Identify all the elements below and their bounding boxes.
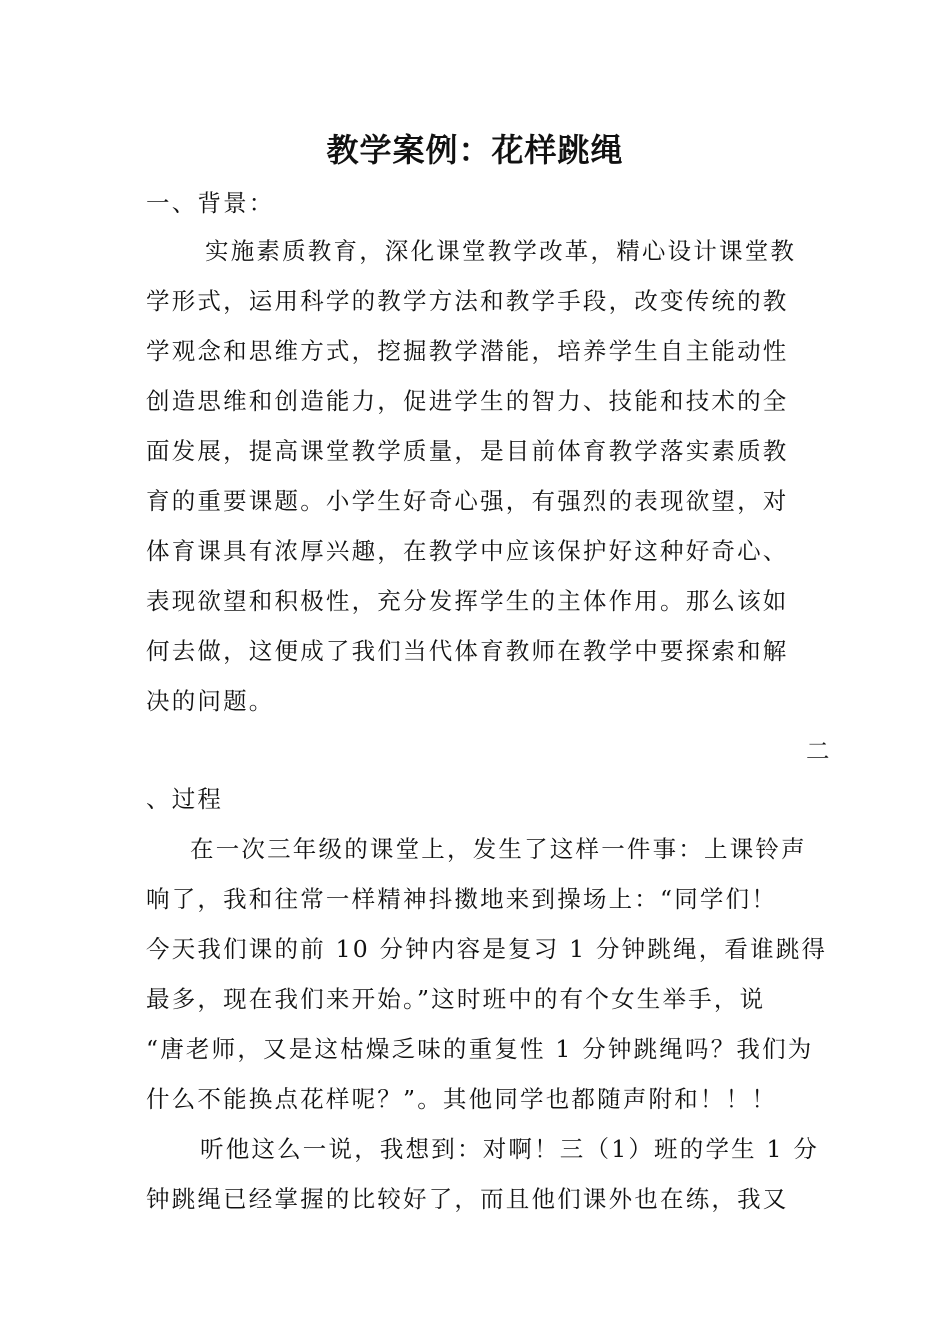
background-line: 体育课具有浓厚兴趣，在教学中应该保护好这种好奇心、 (146, 537, 789, 565)
background-line: 学观念和思维方式，挖掘教学潜能，培养学生自主能动性 (146, 337, 789, 365)
process-line: 听他这么一说，我想到：对啊！三（1）班的学生 1 分 (200, 1135, 820, 1163)
process-line: 今天我们课的前 10 分钟内容是复习 1 分钟跳绳，看谁跳得 (146, 935, 828, 963)
process-line: 响了，我和往常一样精神抖擞地来到操场上：“同学们！ (146, 885, 778, 913)
process-line: 在一次三年级的课堂上，发生了这样一件事：上课铃声 (190, 835, 807, 863)
background-line: 学形式，运用科学的教学方法和教学手段，改变传统的教 (146, 287, 789, 315)
process-line: “唐老师，又是这枯燥乏味的重复性 1 分钟跳绳吗？我们为 (146, 1035, 814, 1063)
section-number-mark: 二 (806, 737, 830, 765)
section-heading-process: 、过程 (146, 785, 224, 813)
process-line: 钟跳绳已经掌握的比较好了，而且他们课外也在练，我又 (146, 1185, 789, 1213)
section-heading-background: 一、背景： (146, 189, 275, 217)
process-line: 什么不能换点花样呢？”。其他同学也都随声附和！！！ (146, 1085, 778, 1113)
background-line: 育的重要课题。小学生好奇心强，有强烈的表现欲望，对 (146, 487, 789, 515)
background-line: 创造思维和创造能力，促进学生的智力、技能和技术的全 (146, 387, 789, 415)
document-title: 教学案例：花样跳绳 (326, 131, 624, 169)
background-line: 实施素质教育，深化课堂教学改革，精心设计课堂教 (205, 237, 797, 265)
background-line: 面发展，提高课堂教学质量，是目前体育教学落实素质教 (146, 437, 789, 465)
process-line: 最多，现在我们来开始。”这时班中的有个女生举手，说 (146, 985, 766, 1013)
background-line: 何去做，这便成了我们当代体育教师在教学中要探索和解 (146, 637, 789, 665)
background-line: 决的问题。 (146, 687, 275, 715)
background-line: 表现欲望和积极性，充分发挥学生的主体作用。那么该如 (146, 587, 789, 615)
